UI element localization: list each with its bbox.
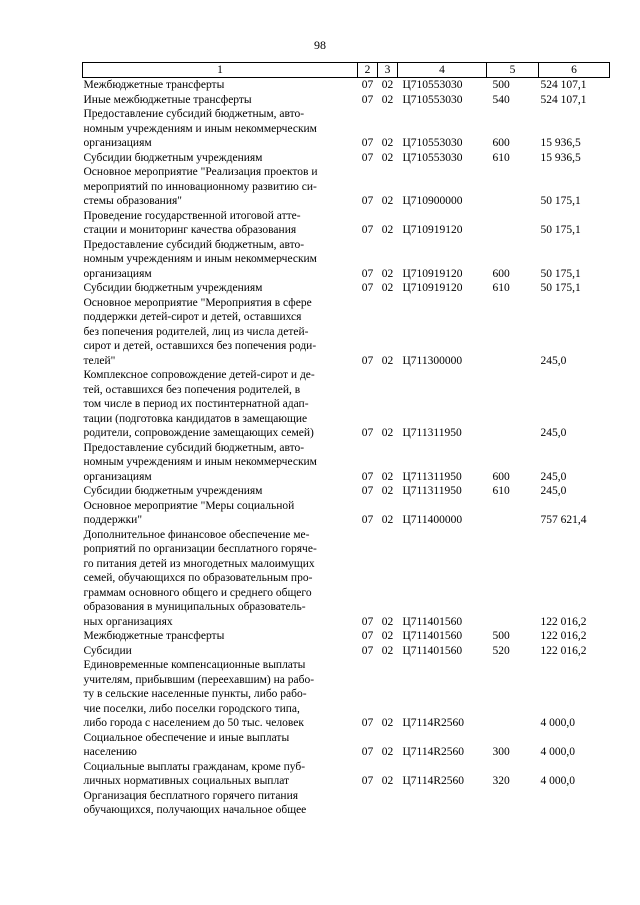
row-name-line: личных нормативных социальных выплат [83, 775, 290, 787]
amount: 524 107,1 [540, 79, 587, 91]
amount: 524 107,1 [540, 93, 587, 106]
target-article-code: Ц711401560 [402, 615, 463, 628]
table-row [83, 151, 610, 166]
section-code: 07 [361, 470, 374, 483]
column-header: 5 [487, 63, 539, 78]
subsection-code: 02 [381, 224, 394, 236]
section-code: 07 [361, 644, 374, 657]
table-row [83, 165, 610, 209]
row-name-line: Субсидии бюджетным учреждениям [83, 151, 263, 164]
row-name-line: родители, сопровождение замещающих семей) [83, 427, 314, 439]
row-name-line: том числе в период их постинтернатной адап- [83, 398, 309, 410]
section-code: 07 [361, 267, 374, 280]
row-name [83, 296, 358, 369]
section-code: 07 [361, 151, 374, 164]
row-name-line: обучающихся, получающих начальное общее [83, 804, 307, 816]
section-code: 07 [361, 514, 374, 526]
row-name-line: мероприятий по инновационному развитию си- [83, 180, 317, 193]
expense-type-code: 500 [492, 630, 510, 642]
subsection-code: 02 [381, 470, 394, 483]
row-name-line: Основное мероприятие "Мероприятия в сфере [83, 296, 312, 309]
row-name-line: стемы образования" [83, 195, 182, 207]
target-article-code: Ц710553030 [402, 151, 463, 164]
row-name-line: Дополнительное финансовое обеспечение ме- [83, 528, 310, 541]
amount [539, 789, 610, 818]
section-code: 07 [361, 485, 374, 497]
row-name-line: номным учреждениям и иным некоммерческим [83, 122, 317, 135]
section-code: 07 [361, 746, 374, 758]
expense-type-code: 610 [492, 151, 510, 164]
row-name-line: Основное мероприятие "Меры социальной [83, 499, 295, 512]
subsection-code: 02 [381, 137, 394, 149]
subsection-code: 02 [381, 746, 394, 758]
table-row [83, 281, 610, 296]
row-name [83, 78, 358, 93]
target-article-code: Ц710919120 [402, 267, 463, 280]
row-name-line: ту в сельские населенные пункты, либо рабо- [83, 688, 307, 700]
amount: 245,0 [540, 354, 567, 367]
section-code: 07 [361, 195, 374, 207]
amount: 15 936,5 [540, 151, 581, 164]
table-row [83, 760, 610, 789]
table-row [83, 484, 610, 499]
target-article-code: Ц7114R2560 [402, 746, 465, 758]
target-article-code: Ц711401560 [402, 644, 463, 657]
expense-type-code: 540 [492, 93, 510, 106]
expense-type-code [487, 528, 539, 630]
column-header: 3 [378, 63, 398, 78]
amount: 4 000,0 [540, 717, 575, 729]
row-name-line: граммам основного общего и среднего общего [83, 586, 312, 599]
target-article-code: Ц710553030 [402, 93, 463, 106]
column-header: 6 [539, 63, 610, 78]
section-code: 07 [361, 282, 374, 294]
section-code: 07 [361, 775, 374, 787]
row-name [83, 238, 358, 282]
expense-type-code: 610 [492, 282, 510, 294]
row-name-line: ных организациях [83, 615, 173, 628]
row-name-line: Межбюджетные трансферты [83, 79, 225, 91]
target-article-code: Ц710553030 [402, 137, 463, 149]
row-name-line: тей, оставшихся без попечения родителей, в [83, 383, 301, 396]
table-row [83, 499, 610, 528]
target-article-code: Ц711311950 [402, 485, 462, 497]
column-header: 4 [398, 63, 487, 78]
row-name-line: го питания детей из многодетных малоимущих [83, 557, 315, 570]
table-row [83, 107, 610, 151]
table-row [83, 629, 610, 644]
expense-type-code [487, 368, 539, 441]
target-article-code: Ц710919120 [402, 224, 463, 236]
expense-type-code: 610 [492, 485, 510, 497]
table-body [83, 78, 610, 818]
row-name-line: поддержки" [83, 514, 143, 526]
amount: 50 175,1 [540, 267, 581, 280]
expense-type-code [487, 499, 539, 528]
row-name-line: чие поселки, либо поселки городского типа, [83, 702, 300, 715]
expense-type-code [487, 658, 539, 731]
subsection-code: 02 [381, 630, 394, 642]
row-name [83, 731, 358, 760]
row-name [83, 760, 358, 789]
expense-type-code [487, 165, 539, 209]
amount: 245,0 [540, 427, 567, 439]
expense-type-code: 500 [492, 79, 510, 91]
table-row [83, 644, 610, 659]
expense-type-code: 520 [492, 644, 510, 657]
row-name-line: Предоставление субсидий бюджетным, авто- [83, 441, 305, 454]
subsection-code: 02 [381, 644, 394, 657]
amount: 757 621,4 [540, 514, 587, 526]
budget-table [82, 62, 610, 818]
row-name [83, 93, 358, 108]
row-name [83, 151, 358, 166]
subsection-code: 02 [381, 151, 394, 164]
row-name-line: номным учреждениям и иным некоммерческим [83, 253, 317, 265]
row-name-line: тации (подготовка кандидатов в замещающие [83, 412, 308, 425]
row-name [83, 528, 358, 630]
table-row [83, 528, 610, 630]
row-name [83, 499, 358, 528]
target-article-code: Ц7114R2560 [402, 775, 465, 787]
subsection-code: 02 [381, 775, 394, 787]
row-name-line: семей, обучающихся по образовательным про- [83, 572, 313, 584]
section-code: 07 [361, 137, 374, 149]
row-name-line: организациям [83, 137, 152, 149]
row-name-line: Комплексное сопровождение детей-сирот и де- [83, 369, 315, 381]
amount: 122 016,2 [540, 615, 587, 628]
amount: 50 175,1 [540, 282, 581, 294]
subsection-code: 02 [381, 195, 394, 207]
row-name-line: Субсидии [83, 644, 132, 657]
row-name-line: Субсидии бюджетным учреждениям [83, 485, 263, 497]
table-row [83, 441, 610, 485]
row-name-line: Предоставление субсидий бюджетным, авто- [83, 238, 305, 251]
row-name-line: телей" [83, 354, 116, 367]
target-article-code [398, 789, 487, 818]
section-code [358, 789, 378, 818]
table-row [83, 209, 610, 238]
row-name-line: Единовременные компенсационные выплаты [83, 659, 306, 671]
page-number: 98 [314, 38, 326, 52]
row-name-line: Проведение государственной итоговой атте- [83, 209, 301, 222]
expense-type-code: 600 [492, 267, 510, 280]
section-code: 07 [361, 93, 374, 106]
section-code: 07 [361, 427, 374, 439]
row-name-line: либо города с населением до 50 тыс. человек [83, 717, 304, 729]
amount: 245,0 [540, 485, 567, 497]
section-code: 07 [361, 79, 374, 91]
section-code: 07 [361, 354, 374, 367]
row-name [83, 107, 358, 151]
row-name-line: поддержки детей-сирот и детей, оставшихся [83, 311, 302, 323]
header-row [83, 63, 610, 78]
row-name [83, 658, 358, 731]
amount: 4 000,0 [540, 746, 575, 758]
subsection-code: 02 [381, 717, 394, 729]
subsection-code: 02 [381, 485, 394, 497]
table-row [83, 93, 610, 108]
section-code: 07 [361, 615, 374, 628]
row-name-line: организациям [83, 470, 152, 483]
row-name-line: Социальные выплаты гражданам, кроме пуб- [83, 760, 306, 773]
table-row [83, 78, 610, 93]
row-name [83, 441, 358, 485]
row-name [83, 629, 358, 644]
row-name-line: Социальное обеспечение и иные выплаты [83, 731, 290, 744]
table-row [83, 731, 610, 760]
row-name-line: Предоставление субсидий бюджетным, авто- [83, 108, 305, 120]
subsection-code: 02 [381, 282, 394, 294]
subsection-code: 02 [381, 267, 394, 280]
amount: 122 016,2 [540, 644, 587, 657]
subsection-code: 02 [381, 427, 394, 439]
target-article-code: Ц711311950 [402, 470, 462, 483]
row-name-line: роприятий по организации бесплатного горяче- [83, 543, 317, 555]
target-article-code: Ц711311950 [402, 427, 462, 439]
amount: 122 016,2 [540, 630, 587, 642]
target-article-code: Ц710919120 [402, 282, 463, 294]
target-article-code: Ц7114R2560 [402, 717, 465, 729]
expense-type-code [487, 209, 539, 238]
table-row [83, 296, 610, 369]
target-article-code: Ц711400000 [402, 514, 463, 526]
expense-type-code [487, 789, 539, 818]
row-name-line: сирот и детей, оставшихся без попечения роди- [83, 340, 317, 352]
section-code: 07 [361, 630, 374, 642]
row-name-line: Организация бесплатного горячего питания [83, 789, 299, 802]
section-code: 07 [361, 224, 374, 236]
table-row [83, 658, 610, 731]
column-header: 1 [83, 63, 358, 78]
subsection-code: 02 [381, 93, 394, 106]
row-name-line: Иные межбюджетные трансферты [83, 93, 252, 106]
expense-type-code: 300 [492, 746, 510, 758]
expense-type-code [487, 296, 539, 369]
row-name [83, 209, 358, 238]
subsection-code [378, 789, 398, 818]
row-name-line: организациям [83, 267, 152, 280]
expense-type-code: 600 [492, 137, 510, 149]
row-name-line: без попечения родителей, лиц из числа детей- [83, 325, 309, 338]
expense-type-code: 600 [492, 470, 510, 483]
amount: 15 936,5 [540, 137, 581, 149]
amount: 4 000,0 [540, 775, 575, 787]
row-name-line: учителям, прибывшим (переехавшим) на рабо- [83, 673, 315, 686]
subsection-code: 02 [381, 514, 394, 526]
amount: 245,0 [540, 470, 567, 483]
row-name-line: Межбюджетные трансферты [83, 630, 225, 642]
row-name-line: населению [83, 746, 137, 758]
table-row [83, 789, 610, 818]
expense-type-code: 320 [492, 775, 510, 787]
row-name [83, 281, 358, 296]
section-code: 07 [361, 717, 374, 729]
amount: 50 175,1 [540, 195, 581, 207]
row-name [83, 368, 358, 441]
row-name [83, 165, 358, 209]
column-header: 2 [358, 63, 378, 78]
row-name-line: стации и мониторинг качества образования [83, 224, 297, 236]
table-row [83, 368, 610, 441]
row-name-line: образования в муниципальных образователь- [83, 601, 306, 613]
row-name [83, 484, 358, 499]
target-article-code: Ц711401560 [402, 630, 463, 642]
row-name [83, 644, 358, 659]
row-name-line: Субсидии бюджетным учреждениям [83, 282, 263, 294]
subsection-code: 02 [381, 79, 394, 91]
subsection-code: 02 [381, 615, 394, 628]
amount: 50 175,1 [540, 224, 581, 236]
row-name-line: номным учреждениям и иным некоммерческим [83, 456, 317, 468]
target-article-code: Ц711300000 [402, 354, 463, 367]
row-name-line: Основное мероприятие "Реализация проектов и [83, 166, 318, 178]
subsection-code: 02 [381, 354, 394, 367]
target-article-code: Ц710553030 [402, 79, 463, 91]
row-name [83, 789, 358, 818]
target-article-code: Ц710900000 [402, 195, 463, 207]
table-row [83, 238, 610, 282]
